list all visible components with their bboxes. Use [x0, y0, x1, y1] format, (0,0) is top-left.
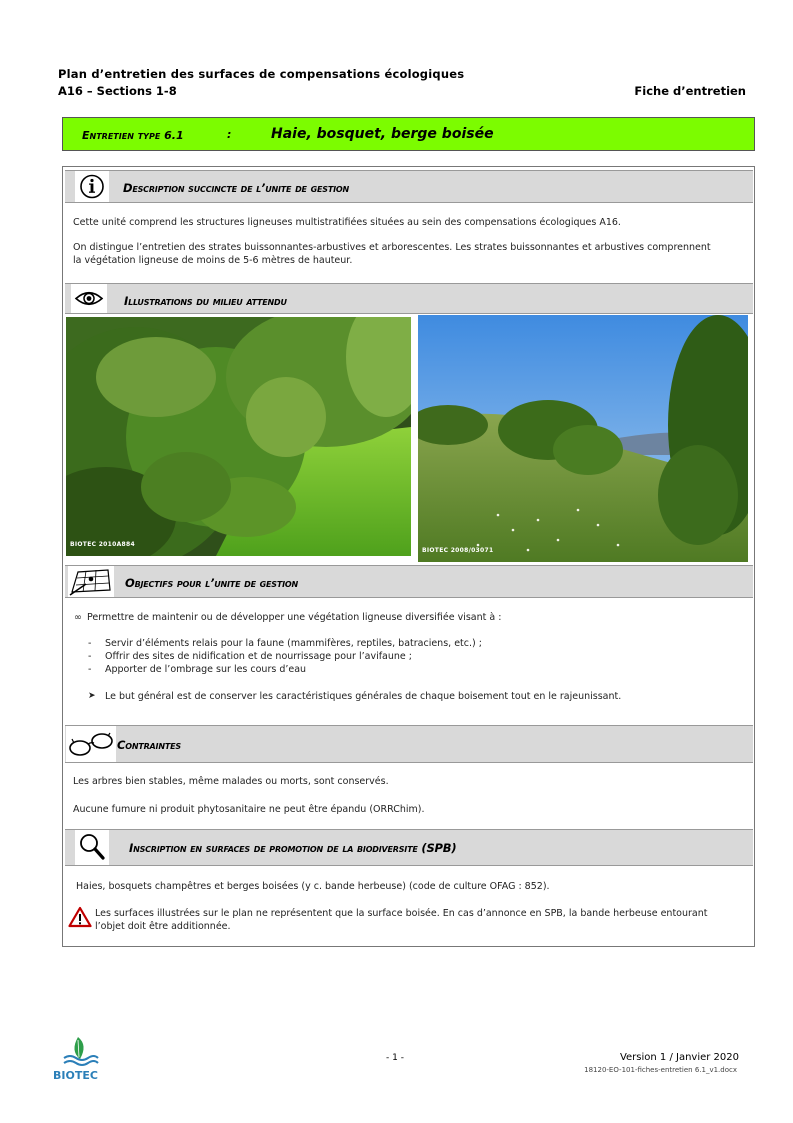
- photo-1-caption: BIOTEC 2010A884: [70, 541, 135, 548]
- hedge-photo-1: [66, 317, 411, 556]
- biotec-logo-text: BIOTEC: [53, 1069, 98, 1082]
- contraintes-paragraph-1: Les arbres bien stables, même malades ou morts, sont conservés.: [73, 776, 389, 787]
- section-title-objectifs: Objectifs pour l’unite de gestion: [125, 576, 298, 590]
- biotec-logo: [60, 1035, 100, 1069]
- objective-item-1: Servir d’éléments relais pour la faune (mammifères, reptiles, batraciens, etc.) ;: [105, 638, 482, 649]
- file-name: 18120-EO-101-fiches-entretien 6.1_v1.docx: [584, 1066, 737, 1074]
- section-header-illustrations: [65, 283, 753, 314]
- maintenance-type-name: Haie, bosquet, berge boisée: [271, 126, 494, 142]
- contraintes-paragraph-2: Aucune fumure ni produit phytosanitaire ne peut être épandu (ORRChim).: [73, 804, 425, 815]
- page-number: - 1 -: [386, 1053, 404, 1063]
- description-paragraph-2-line-2: la végétation ligneuse de moins de 5-6 mètres de hauteur.: [73, 255, 353, 266]
- eye-icon: [71, 284, 107, 313]
- maintenance-type-label: Entretien type 6.1: [82, 129, 184, 142]
- objective-item-2: Offrir des sites de nidification et de nourrissage pour l’avifaune ;: [105, 651, 412, 662]
- section-header-contraintes: [65, 725, 753, 763]
- inscription-paragraph: Haies, bosquets champêtres et berges boisées (y c. bande herbeuse) (code de culture OFAG : 852).: [76, 881, 550, 892]
- photo-2-caption: BIOTEC 2008/03071: [422, 547, 494, 554]
- objective-bullet: ∞: [74, 612, 82, 623]
- objective-item-dash: -: [88, 664, 92, 675]
- document-type-label: Fiche d’entretien: [634, 84, 746, 98]
- objective-goal: Le but général est de conserver les caractéristiques générales de chaque boisement tout en le rajeunissant.: [105, 691, 622, 702]
- document-subtitle: A16 – Sections 1-8: [58, 84, 177, 98]
- section-title-contraintes: Contraintes: [117, 738, 181, 752]
- section-header-description: [65, 170, 753, 203]
- objective-item-3: Apporter de l’ombrage sur les cours d’eau: [105, 664, 307, 675]
- section-title-inscription: Inscription en surfaces de promotion de la biodiversite (SPB): [129, 841, 457, 855]
- handcuffs-icon: [66, 726, 116, 762]
- goal-arrow-icon: ➤: [88, 691, 96, 701]
- warning-icon: [68, 906, 92, 928]
- document-title: Plan d’entretien des surfaces de compensations écologiques: [58, 67, 465, 81]
- objective-item-dash: -: [88, 651, 92, 662]
- map-grid-icon: [68, 566, 114, 597]
- objective-intro: Permettre de maintenir ou de développer une végétation ligneuse diversifiée visant à :: [87, 612, 502, 623]
- warning-text-line-2: l’objet doit être additionnée.: [95, 921, 231, 932]
- section-title-description: Description succincte de l’unite de gestion: [123, 181, 349, 195]
- description-paragraph-2-line-1: On distingue l’entretien des strates buissonnantes-arbustives et arborescentes. Les strates buissonnantes et arbustives comprennent: [73, 242, 711, 253]
- section-title-illustrations: Illustrations du milieu attendu: [124, 294, 287, 308]
- warning-text-line-1: Les surfaces illustrées sur le plan ne représentent que la surface boisée. En cas d’annonce en SPB, la bande herbeuse entourant: [95, 908, 708, 919]
- section-header-inscription: [65, 829, 753, 866]
- objective-item-dash: -: [88, 638, 92, 649]
- maintenance-type-banner: [62, 117, 755, 151]
- magnifier-icon: [75, 830, 109, 865]
- version-label: Version 1 / Janvier 2020: [619, 1052, 739, 1063]
- description-paragraph-1: Cette unité comprend les structures ligneuses multistratifiées situées au sein des compensations écologiques A16.: [73, 217, 621, 228]
- hedge-photo-2: [418, 315, 748, 562]
- info-icon: [75, 171, 109, 202]
- banner-separator: :: [227, 128, 232, 141]
- section-header-objectifs: [65, 565, 753, 598]
